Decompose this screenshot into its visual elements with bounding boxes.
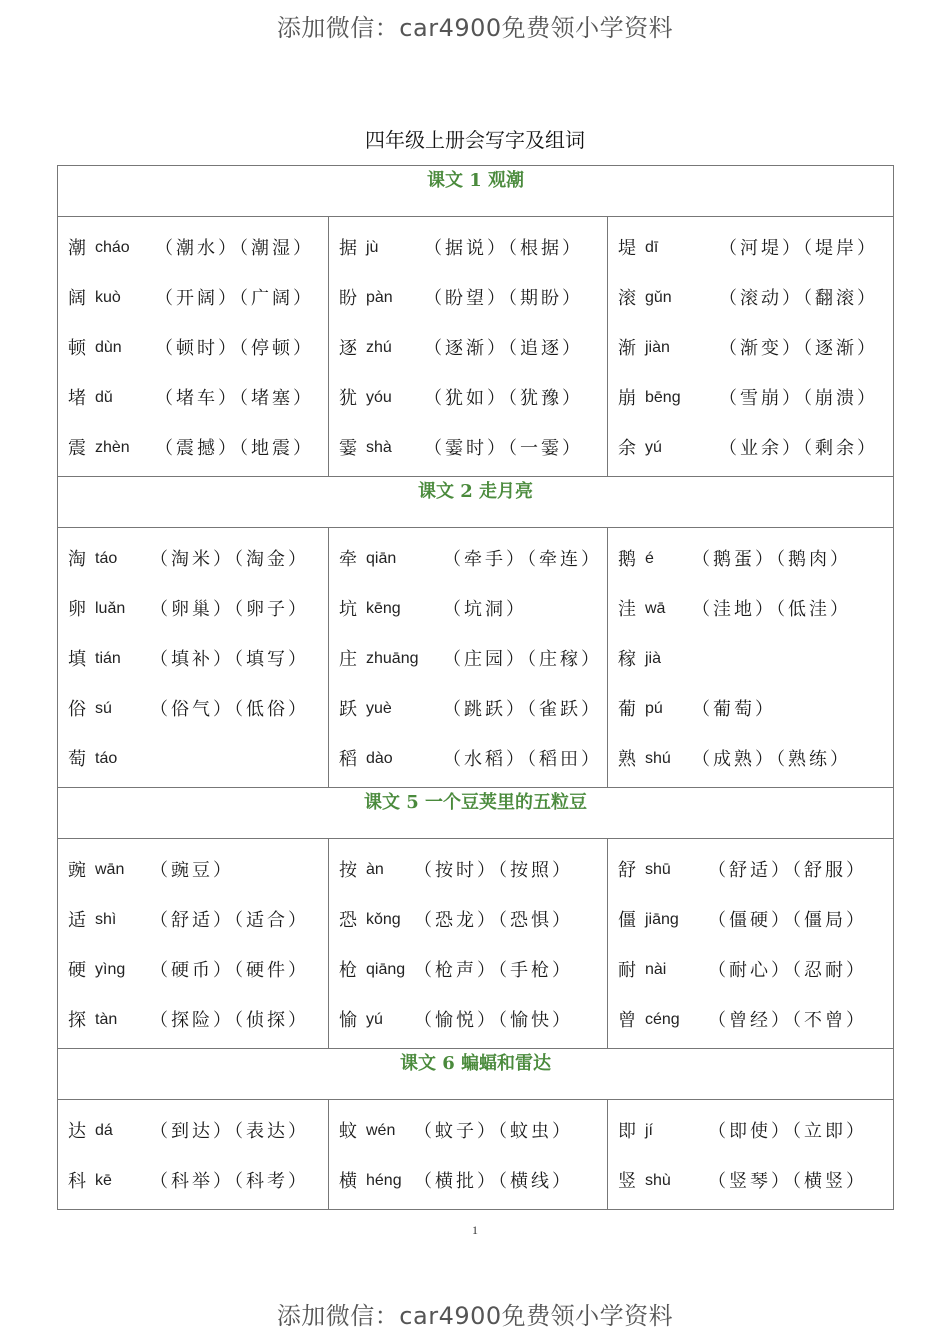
pinyin: kēng [366, 600, 401, 617]
vocab-entry [58, 583, 328, 633]
pinyin: zhuāng [366, 650, 419, 667]
vocab-entry [329, 222, 607, 272]
word-examples: （硬币）（硬件） [150, 960, 309, 981]
word-examples: （震撼）（地震） [155, 438, 314, 459]
vocab-entry [329, 1155, 607, 1205]
word-examples: （探险）（侦探） [150, 1010, 309, 1031]
lesson-entries-row [58, 528, 894, 788]
word-examples: （成熟）（熟练） [692, 749, 851, 770]
pinyin: dǔ [95, 389, 113, 406]
character: 庄 [339, 649, 357, 670]
word-examples: （霎时）（一霎） [424, 438, 583, 459]
vocab-entry [329, 844, 607, 894]
pinyin: wén [366, 1122, 396, 1139]
pinyin: wā [645, 600, 666, 617]
pinyin: gǔn [645, 289, 672, 306]
page-title: 四年级上册会写字及组词 [365, 128, 585, 152]
vocab-entry [58, 1155, 328, 1205]
vocab-entry [329, 733, 607, 783]
character: 横 [339, 1171, 357, 1192]
vocabulary-table [57, 165, 894, 1210]
word-examples: （淘米）（淘金） [150, 549, 309, 570]
word-examples: （科举）（科考） [150, 1171, 309, 1192]
word-examples: （曾经）（不曾） [708, 1010, 867, 1031]
character: 盼 [339, 288, 357, 309]
character: 跃 [339, 699, 357, 720]
word-examples: （俗气）（低俗） [150, 699, 309, 720]
character: 堤 [618, 238, 636, 259]
vocab-entry [608, 633, 893, 683]
pinyin: yuè [366, 700, 392, 717]
pinyin: shà [366, 439, 392, 456]
character: 洼 [618, 599, 636, 620]
vocab-entry [329, 944, 607, 994]
entry-column [58, 217, 329, 477]
character: 余 [618, 438, 636, 459]
vocab-entry [58, 422, 328, 472]
vocab-entry [329, 422, 607, 472]
character: 滚 [618, 288, 636, 309]
vocab-entry [608, 683, 893, 733]
pinyin: héng [366, 1172, 402, 1189]
pinyin: qiān [366, 550, 397, 567]
character: 僵 [618, 910, 636, 931]
entry-column [329, 528, 608, 788]
character: 科 [68, 1171, 86, 1192]
character: 稼 [618, 649, 636, 670]
vocab-entry [608, 322, 893, 372]
character: 阔 [68, 288, 86, 309]
vocab-entry [608, 894, 893, 944]
word-examples: （横批）（横线） [414, 1171, 573, 1192]
word-examples: （犹如）（犹豫） [424, 388, 583, 409]
watermark-bottom: 添加微信：car4900免费领小学资料 [276, 1302, 674, 1330]
lesson-heading: 课文 5 一个豆荚里的五粒豆 [58, 788, 894, 839]
pinyin: tián [95, 650, 121, 667]
entry-column [329, 839, 608, 1049]
character: 潮 [68, 238, 86, 259]
word-examples: （耐心）（忍耐） [708, 960, 867, 981]
vocab-entry [608, 533, 893, 583]
word-examples: （恐龙）（恐惧） [414, 910, 573, 931]
pinyin: jí [645, 1122, 653, 1139]
character: 鹅 [618, 549, 636, 570]
entry-column [608, 217, 894, 477]
character: 即 [618, 1121, 636, 1142]
word-examples: （舒适）（舒服） [708, 860, 867, 881]
character: 耐 [618, 960, 636, 981]
character: 蚊 [339, 1121, 357, 1142]
entry-column [608, 528, 894, 788]
pinyin: pú [645, 700, 663, 717]
vocab-entry [608, 222, 893, 272]
vocab-entry [58, 222, 328, 272]
vocab-entry [329, 583, 607, 633]
character: 豌 [68, 860, 86, 881]
character: 堵 [68, 388, 86, 409]
lesson-heading: 课文 1 观潮 [58, 166, 894, 217]
entry-column [58, 528, 329, 788]
word-examples: （据说）（根据） [424, 238, 583, 259]
lesson-heading-row [58, 1049, 894, 1100]
vocab-entry [58, 1105, 328, 1155]
character: 探 [68, 1010, 86, 1031]
word-examples: （河堤）（堤岸） [719, 238, 878, 259]
pinyin: yú [645, 439, 662, 456]
word-examples: （到达）（表达） [150, 1121, 309, 1142]
vocab-entry [608, 944, 893, 994]
vocab-entry [608, 733, 893, 783]
vocab-entry [58, 733, 328, 783]
character: 顿 [68, 338, 86, 359]
vocab-entry [608, 1105, 893, 1155]
character: 竖 [618, 1171, 636, 1192]
word-examples: （牵手）（牵连） [443, 549, 602, 570]
pinyin: shú [645, 750, 671, 767]
character: 愉 [339, 1010, 357, 1031]
vocab-entry [329, 894, 607, 944]
word-examples: （愉悦）（愉快） [414, 1010, 573, 1031]
lesson-entries-row [58, 217, 894, 477]
watermark-top: 添加微信：car4900免费领小学资料 [276, 14, 674, 42]
entry-column [608, 1100, 894, 1210]
pinyin: shì [95, 911, 117, 928]
character: 枪 [339, 960, 357, 981]
pinyin: é [645, 550, 654, 567]
lesson-entries-row [58, 1100, 894, 1210]
character: 逐 [339, 338, 357, 359]
word-examples: （庄园）（庄稼） [443, 649, 602, 670]
word-examples: （舒适）（适合） [150, 910, 309, 931]
vocab-entry [608, 422, 893, 472]
word-examples: （葡萄） [692, 699, 776, 720]
word-examples: （滚动）（翻滚） [719, 288, 878, 309]
word-examples: （堵车）（堵塞） [155, 388, 314, 409]
pinyin: zhú [366, 339, 392, 356]
pinyin: táo [95, 750, 118, 767]
word-examples: （鹅蛋）（鹅肉） [692, 549, 851, 570]
vocab-entry [608, 844, 893, 894]
word-examples: （卵巢）（卵子） [150, 599, 309, 620]
character: 渐 [618, 338, 636, 359]
pinyin: yóu [366, 389, 392, 406]
word-examples: （盼望）（期盼） [424, 288, 583, 309]
lesson-heading-row [58, 166, 894, 217]
pinyin: shū [645, 861, 671, 878]
pinyin: dī [645, 239, 659, 256]
vocab-entry [329, 372, 607, 422]
pinyin: yìng [95, 961, 126, 978]
pinyin: bēng [645, 389, 681, 406]
character: 葡 [618, 699, 636, 720]
character: 熟 [618, 749, 636, 770]
word-examples: （业余）（剩余） [719, 438, 878, 459]
vocab-entry [608, 994, 893, 1044]
word-examples: （僵硬）（僵局） [708, 910, 867, 931]
character: 坑 [339, 599, 357, 620]
pinyin: shù [645, 1172, 671, 1189]
entry-column [329, 217, 608, 477]
character: 俗 [68, 699, 86, 720]
pinyin: céng [645, 1011, 680, 1028]
character: 崩 [618, 388, 636, 409]
entry-column [608, 839, 894, 1049]
lesson-entries-row [58, 839, 894, 1049]
character: 据 [339, 238, 357, 259]
word-examples: （蚊子）（蚊虫） [414, 1121, 573, 1142]
vocab-entry [58, 372, 328, 422]
vocab-entry [329, 1105, 607, 1155]
vocab-entry [58, 994, 328, 1044]
vocab-entry [58, 322, 328, 372]
vocab-entry [58, 533, 328, 583]
word-examples: （按时）（按照） [414, 860, 573, 881]
vocab-entry [329, 683, 607, 733]
vocab-entry [58, 272, 328, 322]
word-examples: （坑洞） [443, 599, 527, 620]
word-examples: （雪崩）（崩溃） [719, 388, 878, 409]
pinyin: zhèn [95, 439, 130, 456]
word-examples: （顿时）（停顿） [155, 338, 314, 359]
vocab-entry [329, 633, 607, 683]
word-examples: （洼地）（低洼） [692, 599, 851, 620]
vocab-entry [608, 372, 893, 422]
pinyin: wān [95, 861, 125, 878]
pinyin: dá [95, 1122, 113, 1139]
word-examples: （竖琴）（横竖） [708, 1171, 867, 1192]
lesson-heading: 课文 6 蝙蝠和雷达 [58, 1049, 894, 1100]
pinyin: táo [95, 550, 118, 567]
pinyin: àn [366, 861, 384, 878]
character: 萄 [68, 749, 86, 770]
word-examples: （渐变）（逐渐） [719, 338, 878, 359]
vocab-entry [58, 633, 328, 683]
pinyin: dùn [95, 339, 122, 356]
word-examples: （即使）（立即） [708, 1121, 867, 1142]
vocab-entry [329, 533, 607, 583]
pinyin: jù [366, 239, 379, 256]
lesson-heading-row [58, 477, 894, 528]
character: 犹 [339, 388, 357, 409]
word-examples: （逐渐）（追逐） [424, 338, 583, 359]
character: 霎 [339, 438, 357, 459]
word-examples: （潮水）（潮湿） [155, 238, 314, 259]
page-number: 1 [472, 1223, 478, 1237]
word-examples: （填补）（填写） [150, 649, 309, 670]
pinyin: jià [645, 650, 662, 667]
pinyin: kǒng [366, 911, 401, 928]
vocab-entry [329, 272, 607, 322]
word-examples: （跳跃）（雀跃） [443, 699, 602, 720]
vocab-entry [58, 844, 328, 894]
character: 达 [68, 1121, 86, 1142]
character: 曾 [618, 1010, 636, 1031]
pinyin: kē [95, 1172, 112, 1189]
word-examples: （水稻）（稻田） [443, 749, 602, 770]
entry-column [58, 839, 329, 1049]
lesson-heading: 课文 2 走月亮 [58, 477, 894, 528]
character: 卵 [68, 599, 86, 620]
vocab-entry [58, 894, 328, 944]
word-examples: （豌豆） [150, 860, 234, 881]
vocab-entry [608, 583, 893, 633]
character: 填 [68, 649, 86, 670]
character: 恐 [339, 910, 357, 931]
vocab-entry [608, 1155, 893, 1205]
vocab-entry [608, 272, 893, 322]
pinyin: luǎn [95, 600, 126, 617]
pinyin: pàn [366, 289, 393, 306]
pinyin: sú [95, 700, 112, 717]
character: 适 [68, 910, 86, 931]
character: 淘 [68, 549, 86, 570]
lesson-heading-row [58, 788, 894, 839]
word-examples: （枪声）（手枪） [414, 960, 573, 981]
character: 按 [339, 860, 357, 881]
word-examples: （开阔）（广阔） [155, 288, 314, 309]
character: 震 [68, 438, 86, 459]
vocab-entry [58, 944, 328, 994]
pinyin: yú [366, 1011, 383, 1028]
vocab-entry [329, 994, 607, 1044]
pinyin: cháo [95, 239, 130, 256]
pinyin: qiāng [366, 961, 406, 978]
character: 舒 [618, 860, 636, 881]
pinyin: tàn [95, 1011, 118, 1028]
character: 牵 [339, 549, 357, 570]
pinyin: jiāng [645, 911, 679, 928]
pinyin: nài [645, 961, 667, 978]
pinyin: jiàn [645, 339, 670, 356]
character: 硬 [68, 960, 86, 981]
character: 稻 [339, 749, 357, 770]
vocab-entry [329, 322, 607, 372]
entry-column [329, 1100, 608, 1210]
pinyin: dào [366, 750, 393, 767]
entry-column [58, 1100, 329, 1210]
vocab-entry [58, 683, 328, 733]
pinyin: kuò [95, 289, 121, 306]
